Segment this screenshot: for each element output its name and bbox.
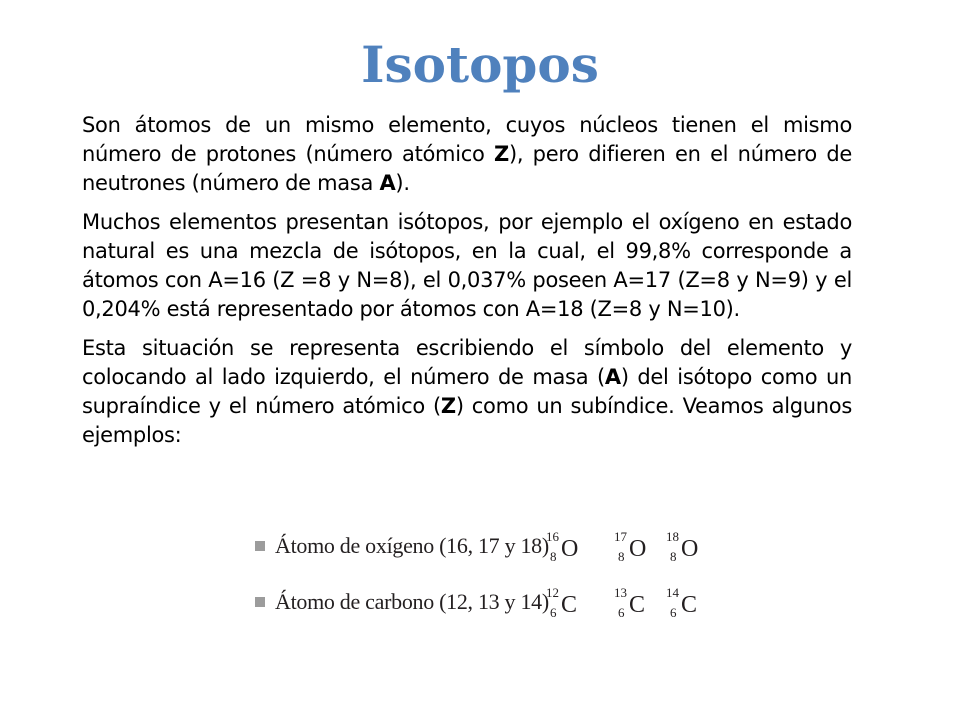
text-run: Muchos elementos presentan isótopos, por ejemplo el oxígeno en estado natural es una mezcla de isótopos, en la cual, el 99,8% corresponde a átomos con A=16 (Z =8 y N=8), el 0,037% poseen A=17 (Z=8 y N=9) y el 0,204% está representado por átomos con A=18 (Z=8 y N=10). xyxy=(82,210,852,321)
text-run: Son átomos de un mismo elemento, cuyos núcleos tienen el mismo número de protones (número atómico xyxy=(82,113,852,166)
mass-number: 16 xyxy=(546,529,559,544)
isotope-notation xyxy=(546,586,586,626)
atomic-number: 6 xyxy=(550,605,557,620)
mass-number: 14 xyxy=(666,585,679,600)
mass-number: 12 xyxy=(546,585,559,600)
element-symbol: C xyxy=(629,592,646,618)
text-run-bold: A xyxy=(379,171,396,195)
text-run-bold: A xyxy=(604,365,621,389)
example-label: Átomo de oxígeno (16, 17 y 18) xyxy=(275,533,549,558)
mass-number: 18 xyxy=(666,529,679,544)
atomic-number: 6 xyxy=(618,605,625,620)
text-run-bold: Z xyxy=(440,394,456,418)
example-row-oxygen xyxy=(252,528,712,576)
isotope-notation xyxy=(546,530,586,570)
mass-number: 17 xyxy=(614,529,627,544)
element-symbol: C xyxy=(561,592,578,618)
isotope-notation xyxy=(614,586,654,626)
body-text xyxy=(82,111,852,460)
element-symbol: O xyxy=(561,536,579,562)
slide-title: Isotopos xyxy=(361,35,599,94)
isotope-notation xyxy=(666,586,706,626)
example-label: Átomo de carbono (12, 13 y 14) xyxy=(275,589,549,614)
element-symbol: O xyxy=(629,536,647,562)
square-bullet-icon xyxy=(255,541,265,551)
text-run: ), pero difieren en el número de neutrones (número de masa xyxy=(82,142,853,195)
mass-number: 13 xyxy=(614,585,627,600)
paragraph-definition xyxy=(82,111,852,198)
isotope-examples xyxy=(252,528,712,628)
element-symbol: C xyxy=(681,592,698,618)
text-run-bold: Z xyxy=(494,142,509,166)
atomic-number: 8 xyxy=(550,549,557,564)
isotope-notation xyxy=(614,530,654,570)
element-symbol: O xyxy=(681,536,699,562)
paragraph-notation xyxy=(82,334,852,450)
text-run: ) como un subíndice. Veamos algunos ejemplos: xyxy=(82,394,852,447)
atomic-number: 6 xyxy=(670,605,677,620)
text-run: Esta situación se representa escribiendo el símbolo del elemento y colocando al lado izquierdo, el número de masa ( xyxy=(82,336,852,389)
text-run: ) del isótopo como un supraíndice y el número atómico ( xyxy=(82,365,852,418)
paragraph-oxygen-example xyxy=(82,208,852,324)
isotope-notation xyxy=(666,530,706,570)
text-run: ). xyxy=(395,171,410,195)
example-row-carbon xyxy=(252,584,712,632)
atomic-number: 8 xyxy=(670,549,677,564)
square-bullet-icon xyxy=(255,597,265,607)
atomic-number: 8 xyxy=(618,549,625,564)
